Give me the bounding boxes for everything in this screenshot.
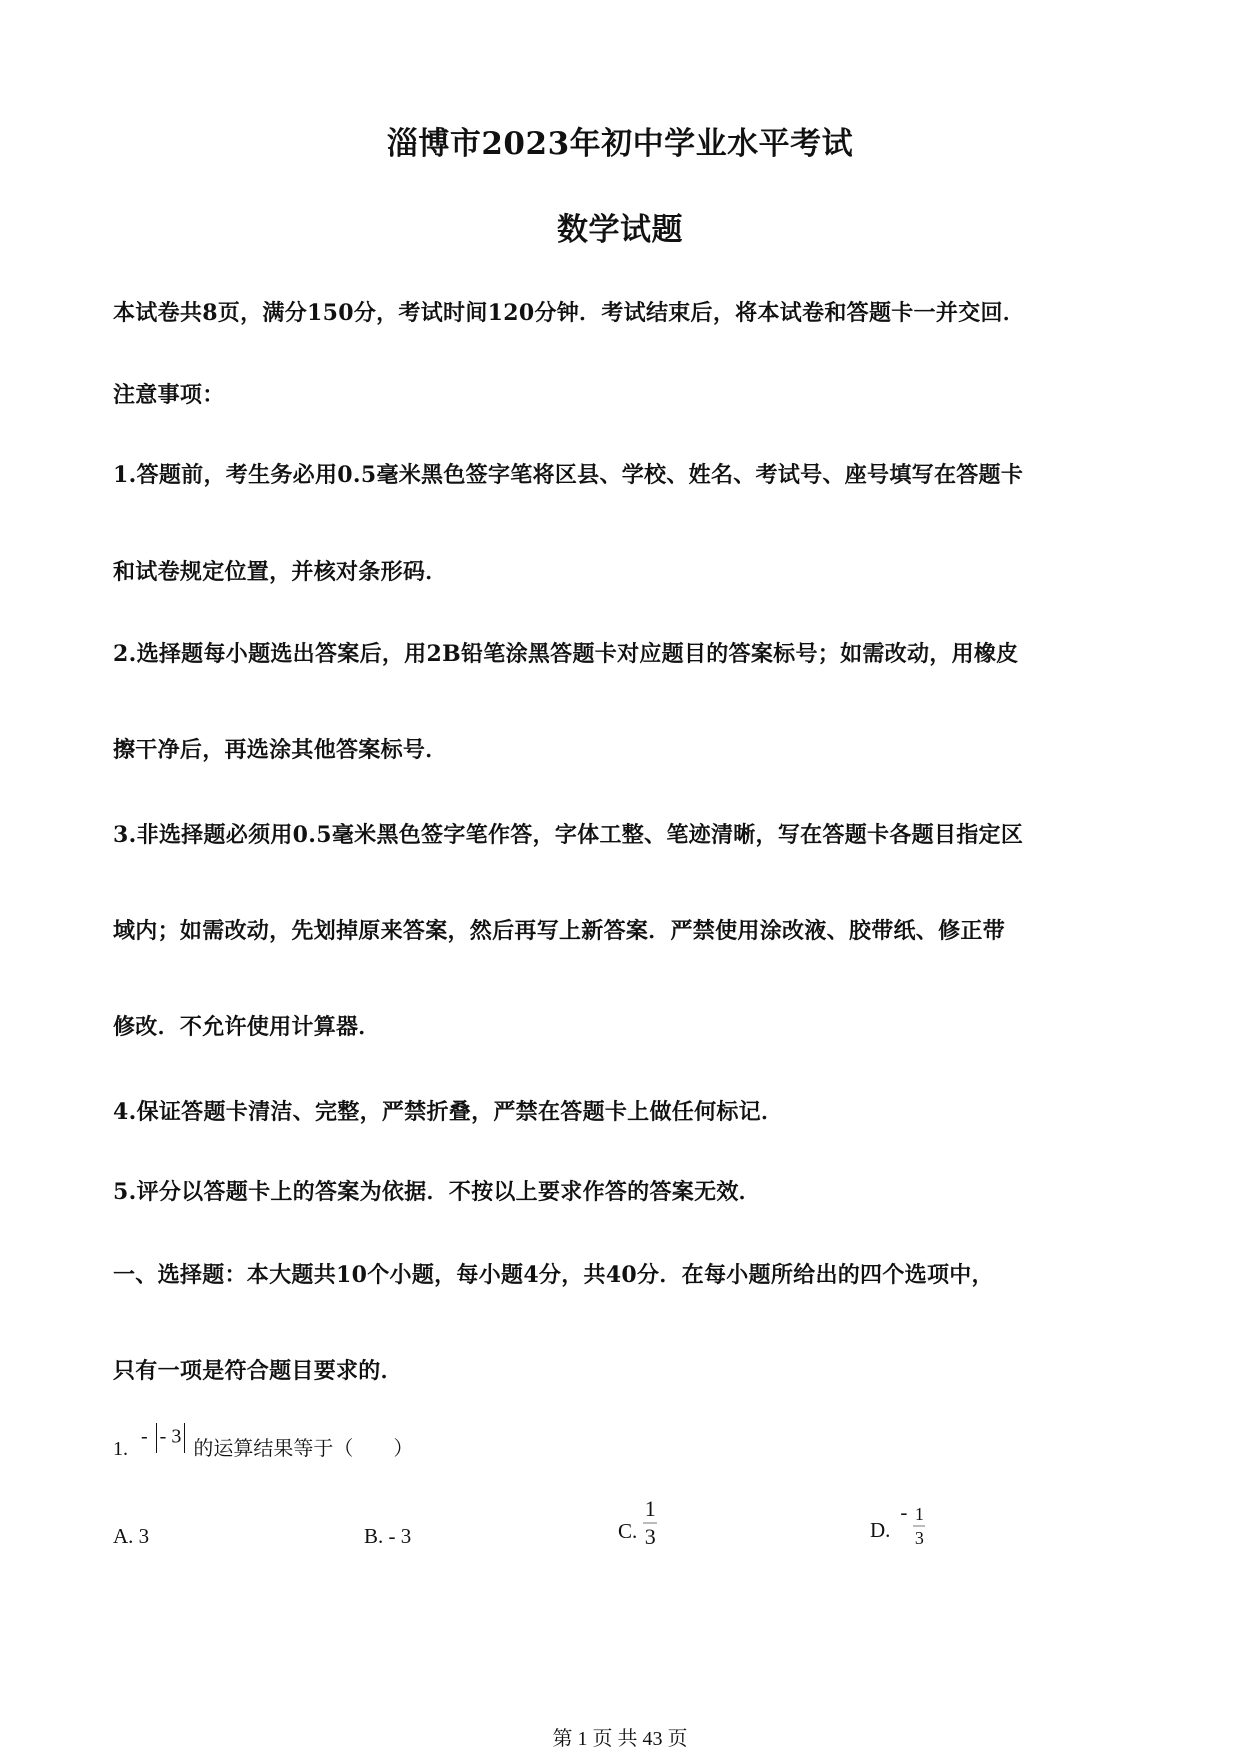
fraction-numerator: 1 [914,1504,924,1524]
option-label: C. [618,1519,638,1543]
option-label: D. [870,1518,891,1542]
option-value: - 3 [388,1524,412,1548]
notice-line: 5.评分以答题卡上的答案为依据．不按以上要求作答的答案无效． [113,1179,761,1205]
notice-heading: 注意事项： [113,382,225,408]
option-label: B. [364,1524,384,1548]
question-expression [141,1423,188,1453]
fraction [643,1496,657,1550]
fraction-denominator: 3 [914,1528,924,1548]
fraction-denominator: 3 [644,1524,656,1549]
option-b [364,1524,411,1549]
option-value: 3 [138,1524,150,1548]
exam-subtitle: 数学试题 [557,212,683,248]
notice-line: 擦干净后，再选涂其他答案标号． [113,737,448,763]
fraction-numerator: 1 [644,1496,656,1521]
expr-negative-sign: - [141,1426,148,1448]
notice-line: 修改．不允许使用计算器． [113,1014,381,1040]
notice-line: 4.保证答题卡清洁、完整，严禁折叠，严禁在答题卡上做任何标记． [113,1099,784,1125]
exam-title: 淄博市2023年初中学业水平考试 [386,126,854,162]
intro-text: 本试卷共8页，满分150分，考试时间120分钟．考试结束后，将本试卷和答题卡一并交回． [113,300,1026,326]
option-a [113,1524,149,1549]
abs-bar-left [156,1423,157,1453]
question-number: 1. [113,1438,128,1460]
question-stem: 的运算结果等于（ ） [193,1438,414,1460]
expr-inner: - 3 [159,1426,182,1448]
page-footer: 第 1 页 共 43 页 [552,1728,688,1750]
option-label: A. [113,1524,134,1548]
notice-line: 和试卷规定位置，并核对条形码． [113,559,448,585]
fraction [913,1503,925,1549]
notice-line: 1.答题前，考生务必用0.5毫米黑色签字笔将区县、学校、姓名、考试号、座号填写在答题卡 [113,462,1024,488]
abs-bar-right [184,1423,185,1453]
section-heading-cont: 只有一项是符合题目要求的． [113,1358,403,1384]
section-heading: 一、选择题：本大题共10个小题，每小题4分，共40分．在每小题所给出的四个选项中， [113,1262,994,1288]
notice-line: 3.非选择题必须用0.5毫米黑色签字笔作答，字体工整、笔迹清晰，写在答题卡各题目指定区 [113,822,1024,848]
notice-line: 2.选择题每小题选出答案后，用2B铅笔涂黑答题卡对应题目的答案标号；如需改动，用橡皮 [113,641,1019,667]
question-1 [113,1426,414,1465]
option-c [618,1496,657,1550]
notice-line: 域内；如需改动，先划掉原来答案，然后再写上新答案．严禁使用涂改液、胶带纸、修正带 [113,918,1006,944]
option-sign: - [900,1500,908,1524]
option-d [870,1500,925,1549]
